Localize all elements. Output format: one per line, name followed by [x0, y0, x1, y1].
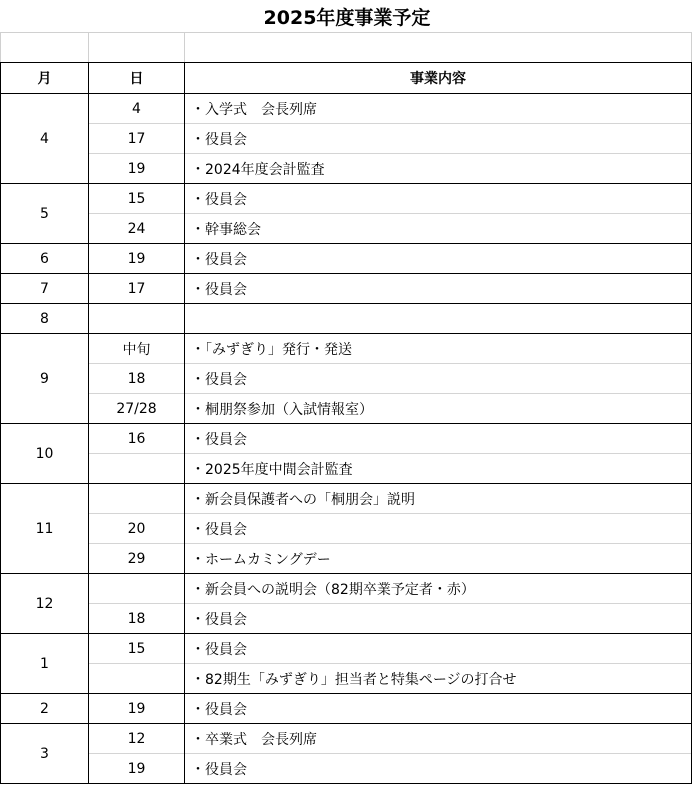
month-cell: 2 [1, 694, 89, 724]
event-cell: ・役員会 [185, 634, 692, 664]
event-cell: ・役員会 [185, 274, 692, 304]
day-cell: 29 [89, 544, 185, 574]
day-cell: 27/28 [89, 394, 185, 424]
month-cell: 11 [1, 484, 89, 574]
day-cell: 17 [89, 274, 185, 304]
event-cell: ・82期生「みずぎり」担当者と特集ページの打合せ [185, 664, 692, 694]
event-cell: ・卒業式 会長列席 [185, 724, 692, 754]
month-cell: 4 [1, 94, 89, 184]
schedule-body [1, 94, 692, 784]
table-row [1, 94, 692, 124]
table-row [1, 214, 692, 244]
table-row [1, 394, 692, 424]
header-content: 事業内容 [185, 63, 692, 94]
day-cell: 12 [89, 724, 185, 754]
event-cell: ・2025年度中間会計監査 [185, 454, 692, 484]
table-row [1, 154, 692, 184]
blank-row [1, 33, 692, 63]
event-cell: ・新会員への説明会（82期卒業予定者・赤） [185, 574, 692, 604]
month-cell: 8 [1, 304, 89, 334]
table-row [1, 664, 692, 694]
event-cell: ・2024年度会計監査 [185, 154, 692, 184]
table-row [1, 244, 692, 274]
month-cell: 10 [1, 424, 89, 484]
table-header-row [1, 63, 692, 94]
day-cell: 19 [89, 754, 185, 784]
schedule-table [0, 32, 692, 784]
day-cell: 4 [89, 94, 185, 124]
month-cell: 9 [1, 334, 89, 424]
day-cell: 19 [89, 694, 185, 724]
header-day: 日 [89, 63, 185, 94]
day-cell [89, 484, 185, 514]
month-cell: 3 [1, 724, 89, 784]
event-cell: ・役員会 [185, 754, 692, 784]
table-row [1, 514, 692, 544]
event-cell: ・役員会 [185, 694, 692, 724]
day-cell [89, 664, 185, 694]
day-cell: 19 [89, 244, 185, 274]
month-cell: 12 [1, 574, 89, 634]
day-cell: 中旬 [89, 334, 185, 364]
event-cell: ・幹事総会 [185, 214, 692, 244]
event-cell: ・役員会 [185, 244, 692, 274]
blank-cell-day [89, 33, 185, 63]
event-cell: ・入学式 会長列席 [185, 94, 692, 124]
day-cell: 24 [89, 214, 185, 244]
table-row [1, 634, 692, 664]
event-cell: ・ホームカミングデー [185, 544, 692, 574]
header-month: 月 [1, 63, 89, 94]
table-row [1, 574, 692, 604]
table-row [1, 544, 692, 574]
event-cell: ・役員会 [185, 364, 692, 394]
day-cell: 17 [89, 124, 185, 154]
page-title: 2025年度事業予定 [263, 7, 431, 29]
table-row [1, 124, 692, 154]
event-cell [185, 304, 692, 334]
month-cell: 1 [1, 634, 89, 694]
table-row [1, 184, 692, 214]
blank-cell-month [1, 33, 89, 63]
blank-cell-content [185, 33, 692, 63]
table-row [1, 694, 692, 724]
event-cell: ・「みずぎり」発行・発送 [185, 334, 692, 364]
day-cell [89, 454, 185, 484]
day-cell: 18 [89, 364, 185, 394]
table-row [1, 484, 692, 514]
event-cell: ・役員会 [185, 514, 692, 544]
event-cell: ・役員会 [185, 424, 692, 454]
table-row [1, 334, 692, 364]
table-row [1, 454, 692, 484]
day-cell: 19 [89, 154, 185, 184]
day-cell [89, 304, 185, 334]
month-cell: 7 [1, 274, 89, 304]
month-cell: 5 [1, 184, 89, 244]
day-cell [89, 574, 185, 604]
event-cell: ・役員会 [185, 184, 692, 214]
table-row [1, 304, 692, 334]
day-cell: 15 [89, 184, 185, 214]
event-cell: ・桐朋祭参加（入試情報室） [185, 394, 692, 424]
table-row [1, 424, 692, 454]
table-row [1, 724, 692, 754]
event-cell: ・役員会 [185, 604, 692, 634]
table-row [1, 754, 692, 784]
table-row [1, 604, 692, 634]
month-cell: 6 [1, 244, 89, 274]
day-cell: 18 [89, 604, 185, 634]
day-cell: 15 [89, 634, 185, 664]
table-row [1, 274, 692, 304]
event-cell: ・新会員保護者への「桐朋会」説明 [185, 484, 692, 514]
day-cell: 20 [89, 514, 185, 544]
table-row [1, 364, 692, 394]
event-cell: ・役員会 [185, 124, 692, 154]
day-cell: 16 [89, 424, 185, 454]
